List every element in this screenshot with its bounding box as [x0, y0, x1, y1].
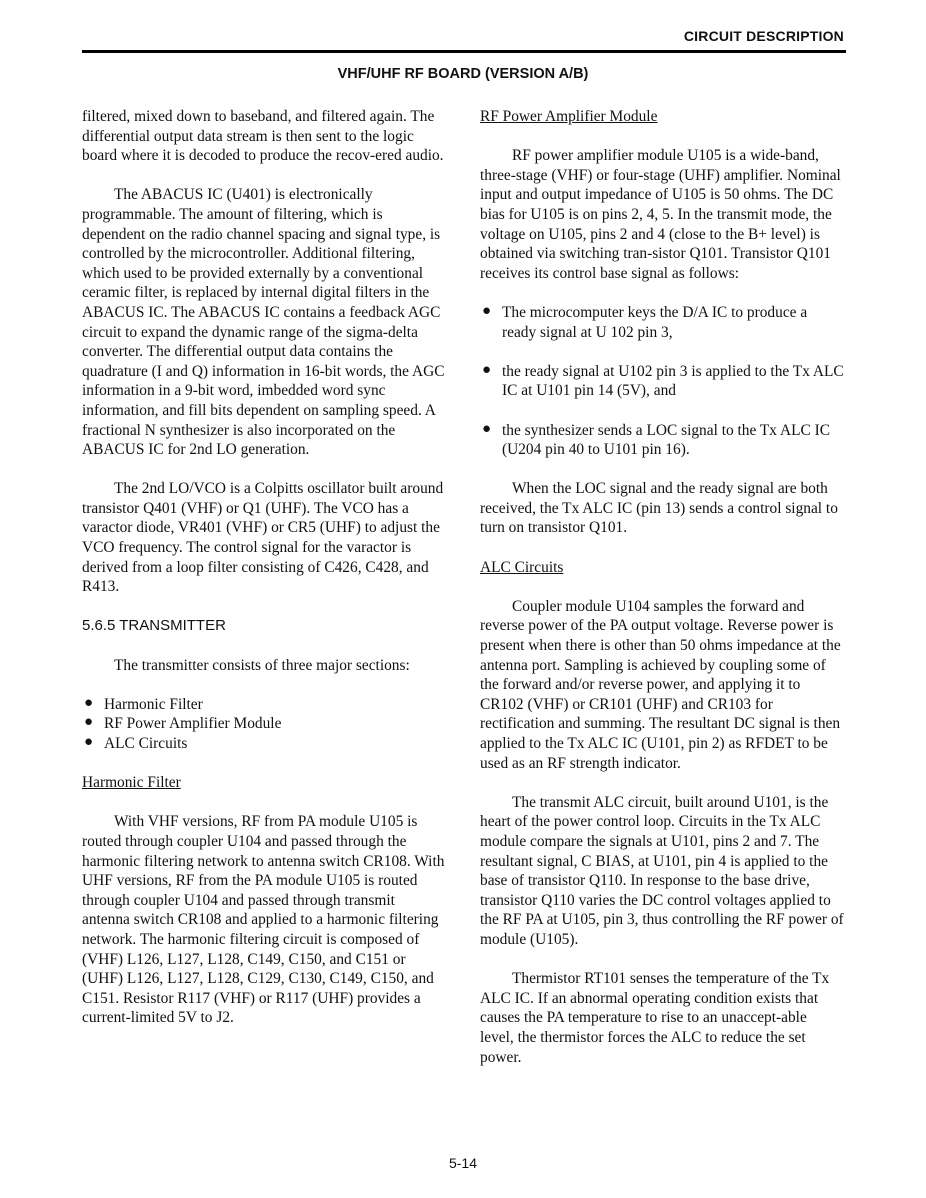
list-item: ● the synthesizer sends a LOC signal to the Tx ALC IC (U204 pin 40 to U101 pin 16). — [482, 420, 831, 459]
paragraph: The ABACUS IC (U401) is electronically programmable. The amount of filtering, which is dependent on the radio channel spacing and signal type, is controlled by the microcontroller. Additional filtering, which used to be provided externally by a conventional ceramic filter, is replaced by internal digital filters in the ABACUS IC. The ABACUS IC contains a feedback AGC circuit to expand the dynamic range of the sigma-delta converter. The differential output data contains the quadrature (I and Q) information in 16-bit words, the AGC information in a 9-bit word, imbedded word sync information, and fill bits dependent on sampling speed. A fractional N synthesizer is also incorporated on the ABACUS IC for 2nd LO generation. — [82, 186, 445, 459]
header-rule — [82, 50, 846, 53]
bullet-icon: ● — [84, 694, 94, 711]
bullet-icon: ● — [482, 420, 492, 437]
right-column — [480, 107, 844, 1087]
list-item: ● RF Power Amplifier Module — [84, 714, 282, 733]
left-column — [82, 107, 446, 1048]
paragraph: The transmit ALC circuit, built around U101, is the heart of the power control loop. Circuits in the Tx ALC module compare the signals at U101, pins 2 and 7. The resultant signal, C BIAS, at U101, pin 4 is applied to the base of transistor Q110. In response to the base drive, transistor Q110 varies the DC control voltages applied to the RF PA at U105, pin 3, thus controlling the RF power of module (U105). — [480, 793, 844, 948]
paragraph: With VHF versions, RF from PA module U105 is routed through coupler U104 and passed through the harmonic filtering network to antenna switch CR108. With UHF versions, RF from the PA module U105 is routed through coupler U104 and passed through transmit antenna switch CR108 and applied to a harmonic filtering network. The harmonic filtering circuit is composed of (VHF) L126, L127, L128, C149, C150, and C151 or (UHF) L126, L127, L128, C129, C130, C149, C150, and C151. Resistor R117 (VHF) or R117 (UHF) provides a current-limited 5V to J2. — [82, 813, 445, 1027]
paragraph: filtered, mixed down to baseband, and filtered again. The differential output data stream is then sent to the logic board where it is decoded to produce the recov-ered audio. — [82, 108, 444, 165]
bullet-list — [82, 695, 446, 754]
list-item: ● ALC Circuits — [84, 734, 188, 752]
subheading: Harmonic Filter — [82, 774, 181, 792]
paragraph: RF power amplifier module U105 is a wide-band, three-stage (VHF) or four-stage (UHF) amplifier. Nominal input and output impedance of U105 is 50 ohms. The DC bias for U105 is on pins 2, 4, 5. In the transmit mode, the voltage on U105, pins 2 and 4 (close to the B+ level) is obtained via switching tran-sistor Q101. Transistor Q101 receives its control base signal as follows: — [480, 147, 841, 282]
bullet-icon: ● — [482, 361, 492, 378]
bullet-list — [480, 303, 844, 460]
list-item: ● the ready signal at U102 pin 3 is applied to the Tx ALC IC at U101 pin 14 (5V), and — [482, 361, 844, 400]
section-header: CIRCUIT DESCRIPTION — [683, 28, 844, 44]
page-title: VHF/UHF RF BOARD (VERSION A/B) — [337, 66, 589, 82]
paragraph: The 2nd LO/VCO is a Colpitts oscillator built around transistor Q401 (VHF) or Q1 (UHF). The VCO has a varactor diode, VR401 (VHF) or CR5 (UHF) to adjust the VCO frequency. The control signal for the varactor is derived from a loop filter consisting of C426, C428, and R413. — [82, 480, 444, 596]
list-item: ● The microcomputer keys the D/A IC to produce a ready signal at U 102 pin 3, — [482, 302, 808, 341]
bullet-icon: ● — [84, 734, 94, 750]
paragraph: The transmitter consists of three major sections: — [114, 656, 410, 674]
subheading: ALC Circuits — [480, 558, 564, 576]
section-heading: 5.6.5 TRANSMITTER — [82, 617, 226, 635]
bullet-icon: ● — [482, 302, 492, 319]
paragraph: Coupler module U104 samples the forward and reverse power of the PA output voltage. Reverse power is present when there is other than 50 ohms impedance at the antenna port. Sampling is achieved by coupling some of the forward and/or reverse power, and applying it to CR102 (VHF) or CR101 (UHF) and CR103 for rectification and summing. The resultant DC signal is then applied to the Tx ALC IC (U101, pin 2) as RFDET to be used as an RF strength indicator. — [480, 597, 841, 772]
subheading: RF Power Amplifier Module — [480, 108, 658, 125]
page-number: 5-14 — [448, 1155, 478, 1171]
paragraph: Thermistor RT101 senses the temperature of the Tx ALC IC. If an abnormal operating condition exists that causes the PA temperature to rise to an unaccept-able level, the thermistor forces the ALC to reduce the set power. — [480, 970, 830, 1066]
bullet-icon: ● — [84, 714, 94, 731]
paragraph: When the LOC signal and the ready signal are both received, the Tx ALC IC (pin 13) sends a control signal to turn on transistor Q101. — [480, 480, 838, 537]
list-item: ● Harmonic Filter — [84, 694, 203, 713]
